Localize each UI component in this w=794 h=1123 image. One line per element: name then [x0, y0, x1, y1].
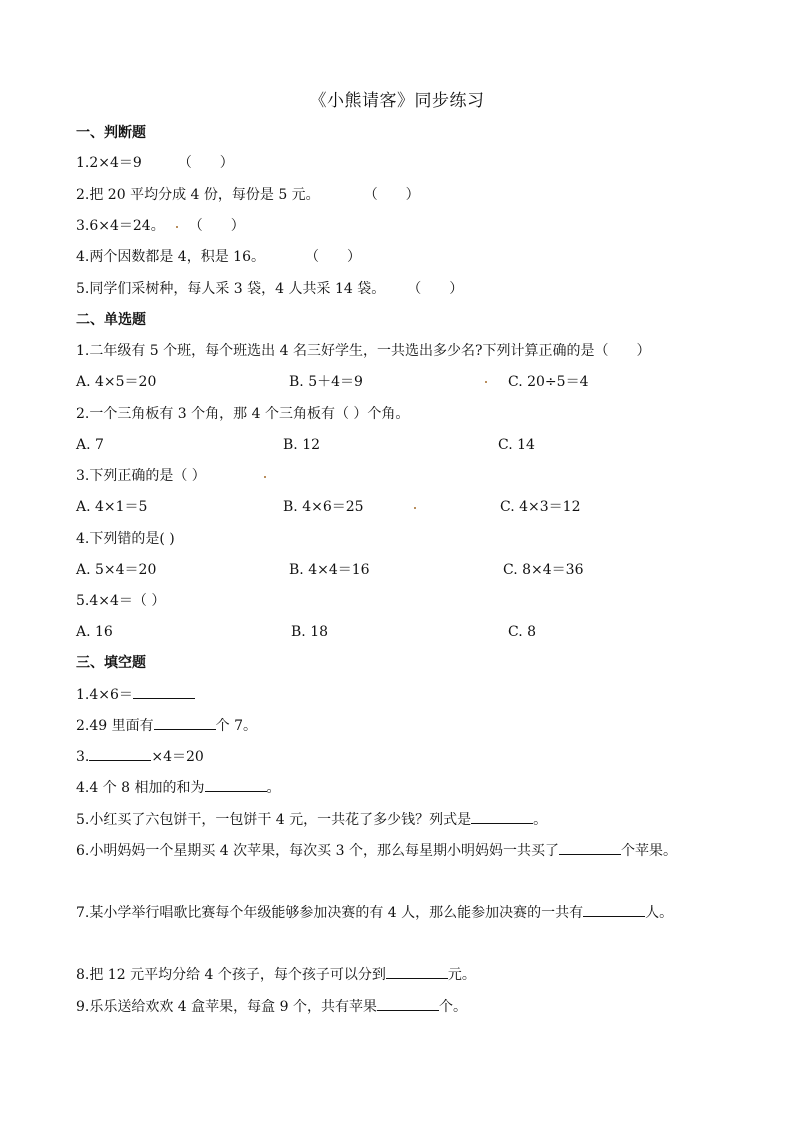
answer-paren: （ ）	[188, 218, 245, 234]
answer-blank[interactable]	[559, 840, 621, 855]
answer-paren: （ ）	[177, 155, 234, 171]
fill-question-4	[76, 777, 281, 799]
tf-question-4	[76, 246, 361, 268]
mc-q5-option-c: C. 8	[508, 624, 537, 640]
answer-paren: （ ）	[407, 281, 464, 297]
mc-q2-option-c: C. 14	[498, 437, 535, 453]
fill-question-3	[76, 746, 204, 768]
question-text: 3.	[76, 749, 90, 765]
fill-question-8	[76, 964, 476, 986]
tf-question-3	[76, 215, 245, 237]
answer-blank[interactable]	[89, 746, 151, 761]
fill-question-2	[76, 715, 257, 737]
mc-question-1: 1.二年级有 5 个班，每个班选出 4 名三好学生，一共选出多少名?下列计算正确的是（ ）	[76, 343, 651, 359]
fill-question-1	[76, 684, 195, 706]
mc-q2-option-b: B. 12	[283, 437, 321, 453]
question-text-after: ×4＝20	[151, 749, 204, 765]
question-text: 2.把 20 平均分成 4 份，每份是 5 元。	[76, 187, 320, 203]
answer-blank[interactable]	[133, 684, 195, 699]
question-text-after: 元。	[447, 967, 476, 983]
question-text: 5.小红买了六包饼干，一包饼干 4 元，一共花了多少钱？列式是	[76, 812, 472, 828]
question-text-after: 个苹果。	[620, 843, 677, 859]
mc-question-2: 2.一个三角板有 3 个角，那 4 个三角板有（ ）个角。	[76, 406, 410, 422]
fill-question-6	[76, 836, 716, 866]
page-title: 《小熊请客》同步练习	[309, 91, 485, 111]
answer-paren: （ ）	[363, 187, 420, 203]
mc-q1-option-a: A. 4×5＝20	[76, 374, 157, 390]
question-text: 4.4 个 8 相加的和为	[76, 780, 205, 796]
mc-question-4: 4.下列错的是( )	[76, 531, 175, 547]
mc-q4-option-a: A. 5×4＝20	[76, 562, 157, 578]
question-text: 7.某小学举行唱歌比赛每个年级能够参加决赛的有 4 人，那么能参加决赛的一共有	[76, 905, 584, 921]
section-heading-fill-blank: 三、填空题	[76, 655, 146, 671]
answer-blank[interactable]	[471, 809, 533, 824]
question-text-after: 。	[533, 812, 548, 828]
mc-question-3: 3.下列正确的是（ ）	[76, 468, 206, 484]
section-heading-single-choice: 二、单选题	[76, 312, 146, 328]
question-text-after: 。	[266, 780, 281, 796]
question-text: 2.49 里面有	[76, 718, 154, 734]
tf-question-2	[76, 184, 420, 206]
answer-blank[interactable]	[377, 996, 439, 1011]
question-text-after: 个。	[438, 999, 467, 1015]
question-text-after: 个 7。	[215, 718, 257, 734]
fill-question-7	[76, 898, 716, 928]
fill-question-5	[76, 809, 547, 831]
question-text: 5.同学们采树种，每人采 3 袋，4 人共采 14 袋。	[76, 281, 386, 297]
question-text: 9.乐乐送给欢欢 4 盒苹果，每盒 9 个，共有苹果	[76, 999, 377, 1015]
mc-q4-option-b: B. 4×4＝16	[289, 562, 370, 578]
scan-speck	[176, 226, 178, 228]
mc-q3-option-c: C. 4×3＝12	[500, 499, 581, 515]
scan-speck	[264, 476, 266, 478]
mc-q5-option-a: A. 16	[76, 624, 113, 640]
scan-speck	[485, 381, 487, 383]
question-text: 8.把 12 元平均分给 4 个孩子，每个孩子可以分到	[76, 967, 386, 983]
tf-question-5	[76, 278, 463, 300]
question-text: 1.4×6＝	[76, 687, 133, 703]
mc-q3-option-a: A. 4×1＝5	[76, 499, 148, 515]
question-text: 3.6×4＝24。	[76, 218, 165, 234]
mc-q1-option-c: C. 20÷5＝4	[508, 374, 589, 390]
mc-question-5: 5.4×4＝（ ）	[76, 593, 166, 609]
tf-question-1	[76, 152, 234, 174]
scan-speck	[414, 507, 416, 509]
mc-q2-option-a: A. 7	[76, 437, 104, 453]
question-text: 6.小明妈妈一个星期买 4 次苹果，每次买 3 个，那么每星期小明妈妈一共买了	[76, 843, 559, 859]
fill-question-9	[76, 996, 467, 1018]
mc-q1-option-b: B. 5＋4＝9	[289, 374, 363, 390]
answer-blank[interactable]	[205, 777, 267, 792]
question-text: 1.2×4＝9	[76, 155, 142, 171]
section-heading-true-false: 一、判断题	[76, 125, 146, 141]
answer-blank[interactable]	[386, 964, 448, 979]
question-text: 4.两个因数都是 4，积是 16。	[76, 249, 265, 265]
answer-paren: （ ）	[304, 249, 361, 265]
answer-blank[interactable]	[154, 715, 216, 730]
mc-q4-option-c: C. 8×4＝36	[503, 562, 584, 578]
answer-blank[interactable]	[583, 902, 645, 917]
mc-q3-option-b: B. 4×6＝25	[283, 499, 364, 515]
mc-q5-option-b: B. 18	[291, 624, 329, 640]
question-text-after: 人。	[645, 905, 674, 921]
